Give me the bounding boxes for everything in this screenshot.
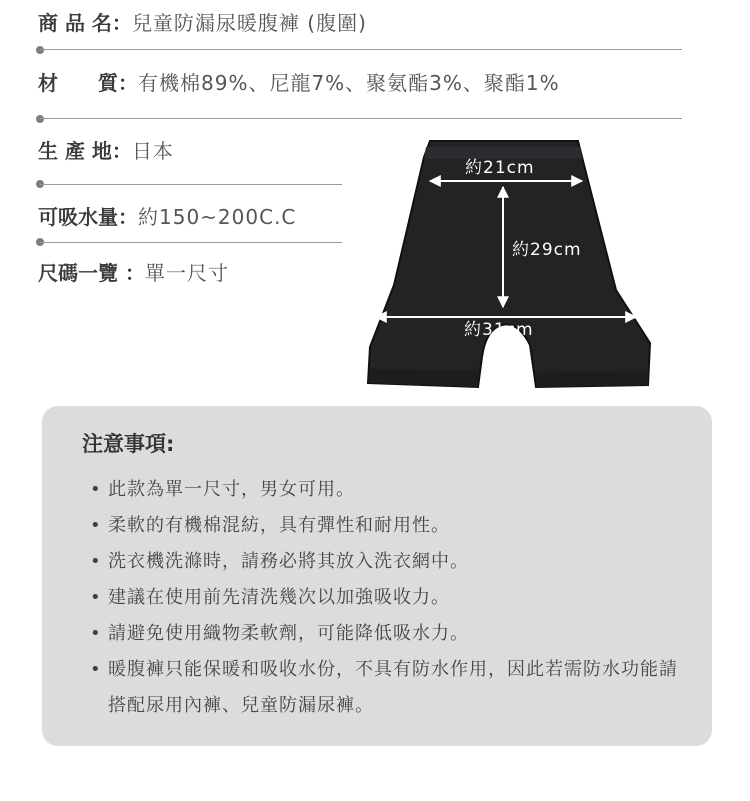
spec-value: 約150~200C.C <box>138 205 297 229</box>
bullet-dot: • <box>90 479 102 500</box>
notice-text: 建議在使用前先清洗幾次以加強吸收力。 <box>108 587 450 608</box>
notice-box <box>42 406 712 746</box>
spec-value: 有機棉89%、尼龍7%、聚氨酯3%、聚酯1% <box>138 71 560 95</box>
notice-item <box>90 508 690 544</box>
notice-item <box>90 652 690 724</box>
spec-value: 日本 <box>131 139 174 163</box>
bullet-dot: • <box>90 587 102 608</box>
shorts-product-image <box>360 135 660 395</box>
notice-title: 注意事項: <box>82 432 175 456</box>
notice-text: 暖腹褲只能保暖和吸收水份，不具有防水作用，因此若需防水功能請搭配尿用內褲、兒童防漏尿褲。 <box>108 659 678 716</box>
divider-line <box>40 184 342 185</box>
notice-item <box>90 616 690 652</box>
notice-item <box>90 472 690 508</box>
notice-item <box>90 580 690 616</box>
notice-list <box>90 472 690 724</box>
spec-label: 商 品 名： <box>38 11 132 35</box>
bullet-dot: • <box>90 623 102 644</box>
spec-value: 兒童防漏尿暖腹褲 (腹圍) <box>131 11 367 35</box>
leg-hem-right <box>536 371 648 387</box>
divider-dot <box>36 115 44 123</box>
divider-dot <box>36 46 44 54</box>
notice-text: 請避免使用織物柔軟劑，可能降低吸水力。 <box>108 623 469 644</box>
spec-label: 可吸水量： <box>38 205 138 229</box>
spec-row-product-name <box>38 10 367 36</box>
spec-row-absorption <box>38 204 296 230</box>
spec-label: 尺碼一覽 ： <box>38 261 145 285</box>
notice-text: 此款為單一尺寸，男女可用。 <box>108 479 355 500</box>
divider-line <box>40 118 682 119</box>
bullet-dot: • <box>90 659 102 680</box>
spec-row-origin <box>38 138 174 164</box>
length-measure-label: 約29cm <box>512 240 582 260</box>
spec-row-size <box>38 260 229 286</box>
divider-line <box>40 242 342 243</box>
spec-value: 單一尺寸 <box>144 261 229 285</box>
spec-row-material <box>38 70 560 96</box>
bullet-dot: • <box>90 515 102 536</box>
spec-label: 材 質： <box>38 71 138 95</box>
divider-line <box>40 49 682 50</box>
bullet-dot: • <box>90 551 102 572</box>
notice-text: 洗衣機洗滌時，請務必將其放入洗衣網中。 <box>108 551 469 572</box>
notice-text: 柔軟的有機棉混紡，具有彈性和耐用性。 <box>108 515 450 536</box>
spec-label: 生 產 地： <box>38 139 132 163</box>
width-measure-label: 約31cm <box>464 320 534 340</box>
waist-measure-label: 約21cm <box>465 158 535 178</box>
notice-item <box>90 544 690 580</box>
